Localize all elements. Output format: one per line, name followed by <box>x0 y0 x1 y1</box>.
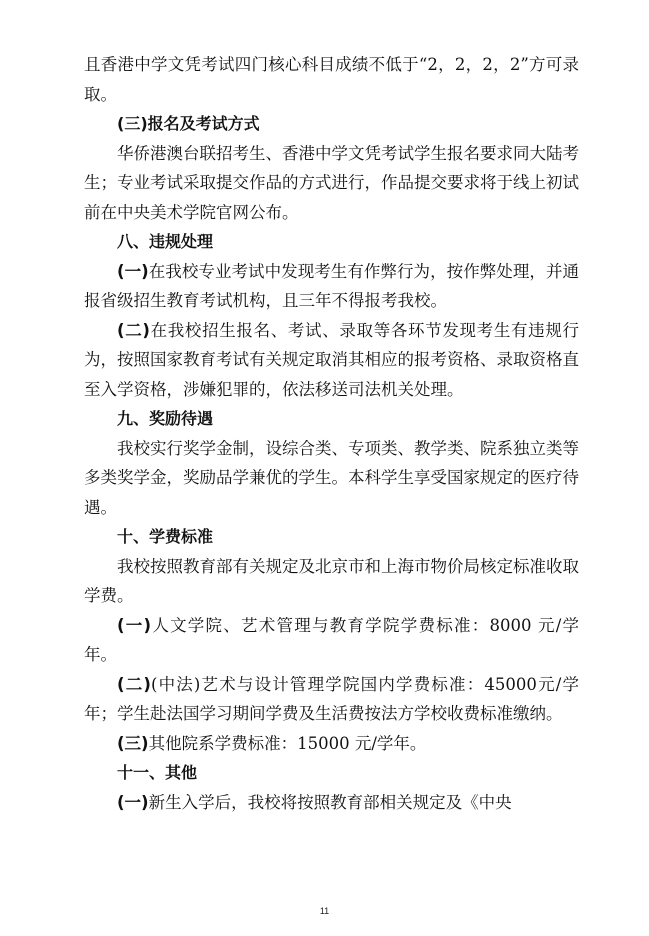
paragraph-text: (中法)艺术与设计管理学院国内学费标准：45000元/学年；学生赴法国学习期间学费及生活费按法方学校收费标准缴纳。 <box>84 674 579 723</box>
paragraph-text: 在我校招生报名、考试、录取等各环节发现考生有违规行为，按照国家教育考试有关规定取消其相应的报考资格、录取资格直至入学资格，涉嫌犯罪的，依法移送司法机关处理。 <box>84 320 580 399</box>
paragraph <box>84 611 579 670</box>
paragraph-text: 其他院系学费标准：15000 元/学年。 <box>148 733 427 753</box>
section-heading: 十一、其他 <box>117 763 198 782</box>
section-heading: (三)报名及考试方式 <box>117 114 260 133</box>
paragraph: 我校按照教育部有关规定及北京市和上海市物价局核定标准收取学费。 <box>84 556 579 605</box>
item-label: (一) <box>117 261 149 281</box>
paragraph: 我校实行奖学金制，设综合类、专项类、教学类、院系独立类等多类奖学金，奖励品学兼优的学生。本科学生享受国家规定的医疗待遇。 <box>84 438 579 517</box>
paragraph-text: 在我校专业考试中发现考生有作弊行为，按作弊处理，并通报省级招生教育考试机构，且三年不得报考我校。 <box>84 261 579 310</box>
item-label: (三) <box>117 733 149 753</box>
item-label: (一) <box>117 615 152 635</box>
paragraph <box>84 670 579 729</box>
paragraph: 且香港中学文凭考试四门核心科目成绩不低于“2，2，2，2”方可录取。 <box>84 55 579 104</box>
paragraph <box>84 257 579 316</box>
item-label: (二) <box>117 320 150 340</box>
section-heading: 八、违规处理 <box>117 232 214 251</box>
item-label: (二) <box>117 674 151 694</box>
paragraph <box>84 788 579 818</box>
document-body <box>84 50 579 817</box>
section-heading: 九、奖励待遇 <box>117 409 214 428</box>
paragraph <box>84 316 579 405</box>
page-number: 11 <box>319 906 330 916</box>
item-label: (一) <box>117 792 149 812</box>
paragraph-text: 人文学院、艺术管理与教育学院学费标准：8000 元/学年。 <box>84 615 579 664</box>
paragraph: 华侨港澳台联招考生、香港中学文凭考试学生报名要求同大陆考生；专业考试采取提交作品的方式进行，作品提交要求将于线上初试前在中央美术学院官网公布。 <box>84 143 579 222</box>
paragraph-text: 新生入学后，我校将按照教育部相关规定及《中央 <box>148 792 512 812</box>
paragraph <box>84 729 579 759</box>
section-heading: 十、学费标准 <box>117 527 214 546</box>
